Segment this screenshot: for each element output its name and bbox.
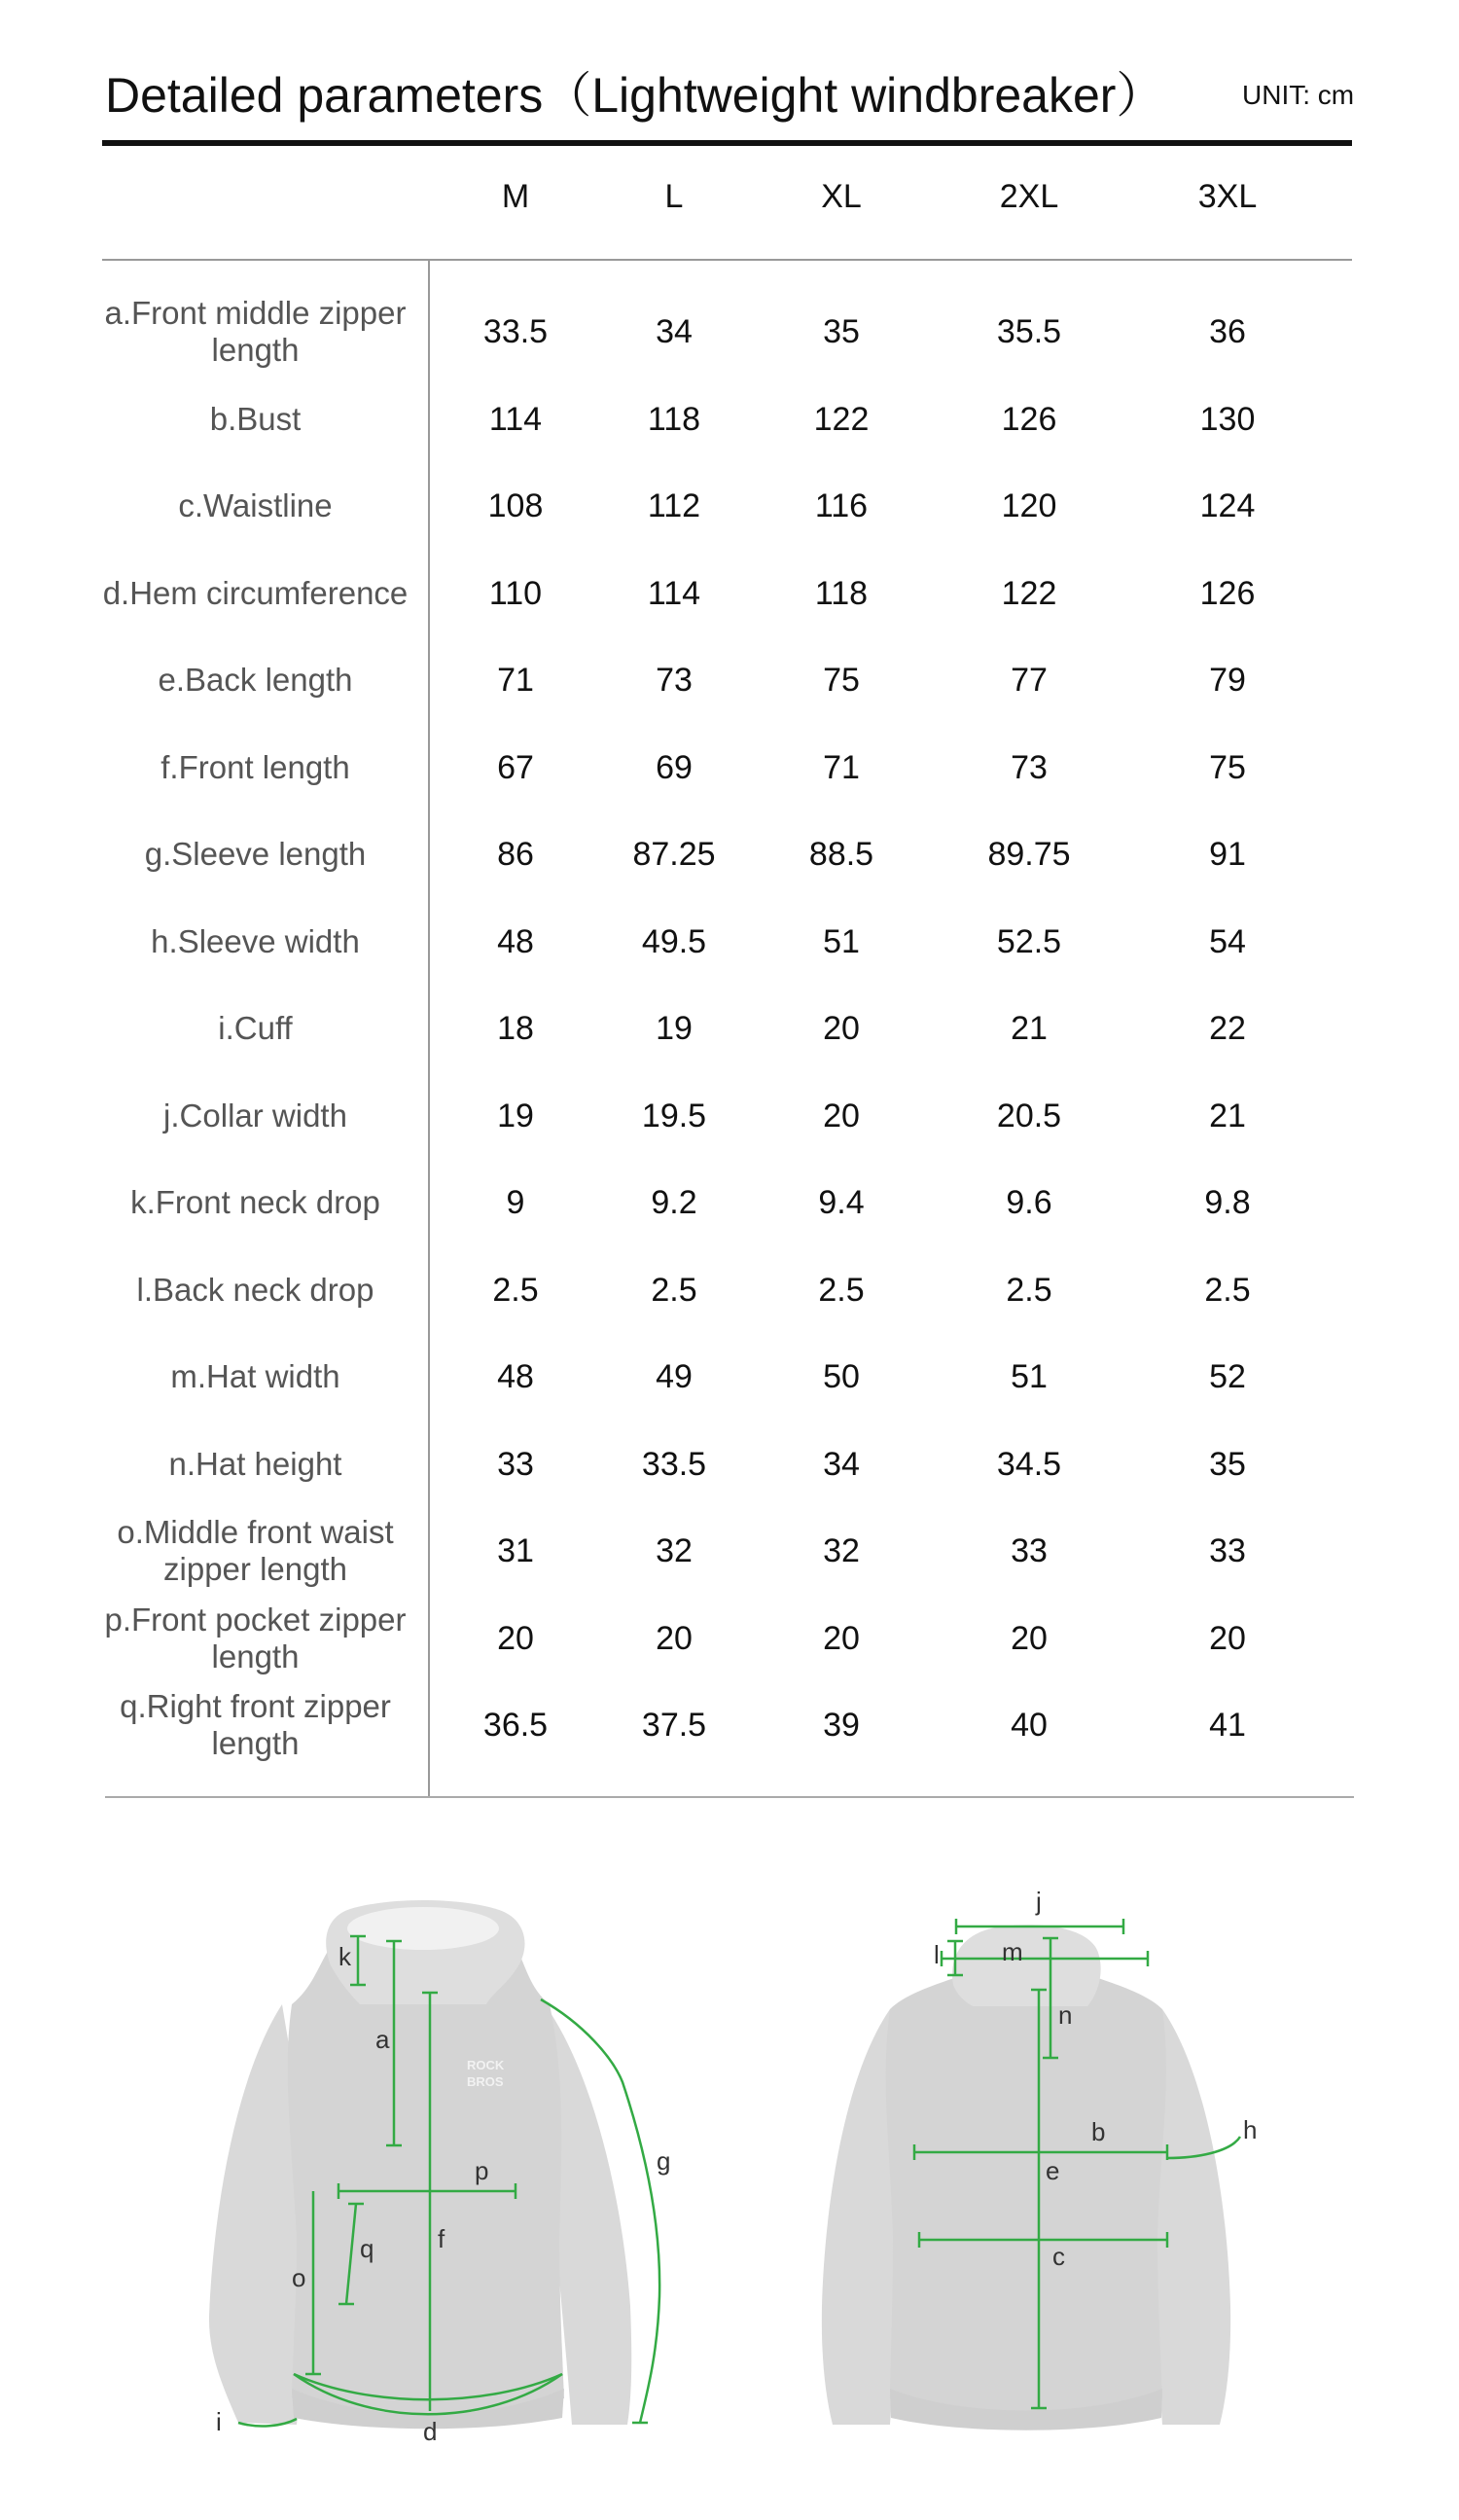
measurement-label: i (216, 2407, 222, 2436)
row-label: o.Middle front waist zipper length (117, 1514, 394, 1587)
table-cell: 36 (1209, 312, 1246, 350)
table-cell: 20 (497, 1619, 534, 1657)
size-header: 2XL (999, 178, 1059, 215)
table-cell: 69 (656, 748, 693, 786)
table-row (0, 1159, 1459, 1246)
table-cell: 110 (488, 574, 543, 612)
unit-label: UNIT: cm (1242, 80, 1355, 110)
table-cell: 2.5 (1204, 1271, 1251, 1309)
size-header: L (664, 178, 684, 215)
measurement-label: l (934, 1940, 940, 1969)
table-cell: 20 (823, 1097, 860, 1134)
measurement-label: q (360, 2234, 374, 2263)
measurement-label: g (657, 2146, 671, 2176)
measurement-label: c (1052, 2242, 1065, 2271)
table-cell: 89.75 (987, 835, 1071, 873)
table-cell: 21 (1209, 1097, 1246, 1134)
table-cell: 124 (1199, 486, 1256, 524)
measurement-label: f (438, 2224, 445, 2253)
table-cell: 48 (497, 922, 534, 960)
table-cell: 2.5 (818, 1271, 865, 1309)
table-cell: 34.5 (996, 1445, 1062, 1483)
table-cell: 2.5 (651, 1271, 697, 1309)
table-row (0, 1507, 1459, 1595)
measurement-diagram (0, 1849, 1459, 2452)
table-cell: 9.8 (1204, 1183, 1251, 1221)
row-label: e.Back length (158, 662, 353, 698)
table-cell: 32 (656, 1531, 693, 1569)
size-header: 3XL (1197, 178, 1258, 215)
row-label: c.Waistline (178, 487, 333, 523)
table-cell: 36.5 (482, 1706, 549, 1744)
table-cell: 41 (1209, 1706, 1246, 1744)
table-cell: 20 (1011, 1619, 1048, 1657)
row-label: m.Hat width (170, 1358, 340, 1394)
table-cell: 48 (497, 1357, 534, 1395)
table-cell: 67 (497, 748, 534, 786)
size-header: M (501, 178, 530, 215)
table-row (0, 1681, 1459, 1769)
table-cell: 9.2 (651, 1183, 697, 1221)
row-label: h.Sleeve width (151, 923, 360, 959)
row-label: i.Cuff (218, 1010, 293, 1046)
table-row (0, 636, 1459, 724)
row-label: q.Right front zipper length (120, 1688, 391, 1761)
header-divider (102, 259, 1352, 261)
table-cell: 9 (506, 1183, 525, 1221)
table-cell: 87.25 (632, 835, 716, 873)
table-cell: 86 (497, 835, 534, 873)
table-cell: 33.5 (641, 1445, 707, 1483)
measurement-label: h (1243, 2115, 1258, 2144)
table-cell: 88.5 (808, 835, 874, 873)
row-label: k.Front neck drop (130, 1184, 380, 1220)
table-cell: 114 (647, 574, 701, 612)
table-cell: 126 (1001, 400, 1057, 438)
table-cell: 33 (1209, 1531, 1246, 1569)
table-row (0, 376, 1459, 463)
measurement-label: a (375, 2025, 390, 2054)
title-divider (102, 140, 1352, 146)
table-row (0, 1333, 1459, 1421)
table-row (0, 550, 1459, 637)
table-cell: 71 (497, 661, 534, 699)
row-label: l.Back neck drop (136, 1272, 374, 1308)
table-cell: 54 (1209, 922, 1246, 960)
table-cell: 33 (497, 1445, 534, 1483)
table-cell: 120 (1001, 486, 1057, 524)
table-cell: 35 (1209, 1445, 1246, 1483)
back-jacket-silhouette (822, 1925, 1230, 2430)
table-row (0, 1072, 1459, 1160)
table-cell: 49.5 (641, 922, 707, 960)
row-label: n.Hat height (168, 1446, 342, 1482)
table-cell: 22 (1209, 1009, 1246, 1047)
table-cell: 49 (656, 1357, 693, 1395)
front-jacket-silhouette (209, 1900, 631, 2429)
table-cell: 2.5 (1006, 1271, 1052, 1309)
table-row (0, 462, 1459, 550)
table-cell: 39 (823, 1706, 860, 1744)
table-cell: 20 (656, 1619, 693, 1657)
logo-text-bros: BROS (467, 2074, 504, 2089)
measurement-label: j (1036, 1887, 1042, 1916)
measurement-label: e (1046, 2156, 1060, 2185)
measurement-label: n (1058, 2000, 1073, 2030)
table-cell: 52 (1209, 1357, 1246, 1395)
page-title: Detailed parameters（Lightweight windbreaker） (105, 68, 1165, 123)
row-label: b.Bust (209, 401, 302, 437)
table-cell: 20 (1209, 1619, 1246, 1657)
row-label: p.Front pocket zipper length (104, 1602, 407, 1674)
table-cell: 20.5 (996, 1097, 1062, 1134)
logo-text-rock: ROCK (467, 2058, 505, 2072)
table-cell: 112 (647, 486, 701, 524)
table-cell: 9.6 (1006, 1183, 1052, 1221)
table-cell: 19 (497, 1097, 534, 1134)
row-label: f.Front length (160, 749, 350, 785)
table-row (0, 810, 1459, 898)
table-cell: 50 (823, 1357, 860, 1395)
table-cell: 20 (823, 1009, 860, 1047)
table-row (0, 724, 1459, 811)
measurement-label: b (1091, 2117, 1106, 2146)
table-row (0, 288, 1459, 376)
table-cell: 19.5 (641, 1097, 707, 1134)
table-cell: 34 (823, 1445, 860, 1483)
table-cell: 122 (1001, 574, 1057, 612)
table-cell: 71 (823, 748, 860, 786)
table-cell: 118 (814, 574, 869, 612)
table-cell: 108 (487, 486, 544, 524)
table-cell: 2.5 (492, 1271, 539, 1309)
row-label: g.Sleeve length (144, 836, 367, 872)
table-cell: 20 (823, 1619, 860, 1657)
table-cell: 73 (1011, 748, 1048, 786)
measurement-label: m (1002, 1937, 1023, 1966)
table-cell: 33.5 (482, 312, 549, 350)
table-cell: 116 (814, 486, 869, 524)
table-cell: 122 (813, 400, 870, 438)
row-label: d.Hem circumference (102, 575, 409, 611)
table-cell: 75 (1209, 748, 1246, 786)
table-cell: 52.5 (996, 922, 1062, 960)
measurement-label: p (475, 2156, 489, 2185)
table-cell: 19 (656, 1009, 693, 1047)
table-cell: 33 (1011, 1531, 1048, 1569)
measurement-label: k (338, 1942, 351, 1971)
table-row (0, 1246, 1459, 1334)
table-cell: 126 (1199, 574, 1256, 612)
table-row (0, 898, 1459, 986)
table-cell: 21 (1011, 1009, 1048, 1047)
table-cell: 79 (1209, 661, 1246, 699)
table-row (0, 1595, 1459, 1682)
table-cell: 118 (647, 400, 701, 438)
table-bottom-divider (105, 1796, 1354, 1798)
table-cell: 37.5 (641, 1706, 707, 1744)
table-cell: 34 (656, 312, 693, 350)
table-cell: 114 (488, 400, 543, 438)
table-row (0, 985, 1459, 1072)
table-cell: 35.5 (996, 312, 1062, 350)
table-cell: 51 (823, 922, 860, 960)
table-cell: 9.4 (818, 1183, 865, 1221)
table-cell: 51 (1011, 1357, 1048, 1395)
table-cell: 18 (497, 1009, 534, 1047)
row-label: a.Front middle zipper length (104, 295, 407, 368)
size-header: XL (821, 178, 862, 215)
measurement-label: d (423, 2417, 438, 2446)
table-cell: 91 (1209, 835, 1246, 873)
table-cell: 35 (823, 312, 860, 350)
table-row (0, 1421, 1459, 1508)
table-cell: 32 (823, 1531, 860, 1569)
measurement-label: o (292, 2263, 306, 2292)
table-cell: 130 (1199, 400, 1256, 438)
table-cell: 31 (497, 1531, 534, 1569)
row-label: j.Collar width (163, 1098, 347, 1134)
table-cell: 77 (1011, 661, 1048, 699)
table-cell: 73 (656, 661, 693, 699)
table-cell: 40 (1011, 1706, 1048, 1744)
table-cell: 75 (823, 661, 860, 699)
